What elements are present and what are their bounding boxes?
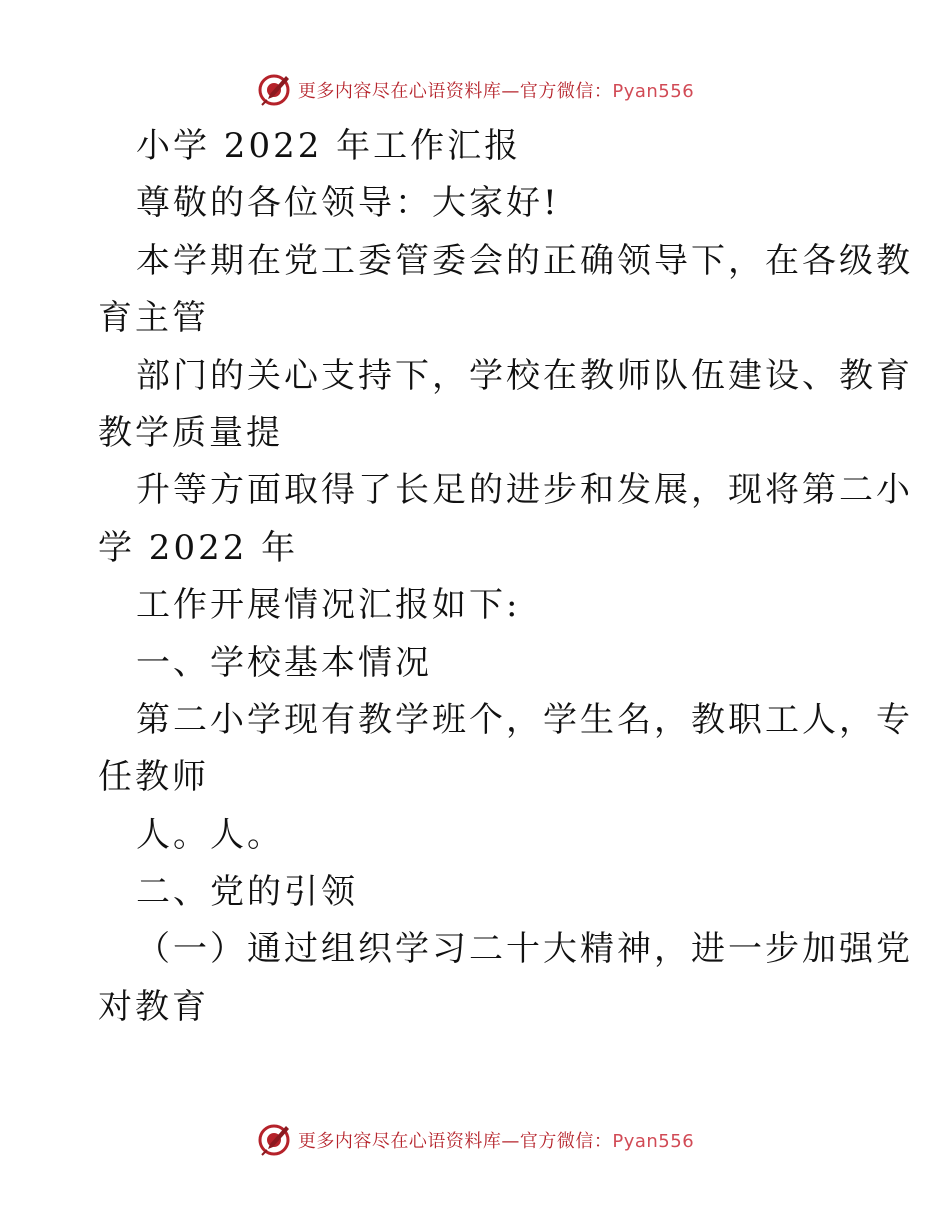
- quill-pen-logo-icon: [256, 72, 292, 108]
- footer-watermark: [0, 1120, 950, 1160]
- watermark-text: 更多内容尽在心语资料库—官方微信：: [297, 1131, 613, 1152]
- document-body: [98, 118, 913, 1036]
- doc-paragraph-line: 本学期在党工委管委会的正确领导下，在各级教: [136, 240, 913, 281]
- header-watermark: [0, 70, 950, 110]
- doc-paragraph-line: 第二小学现有教学班个，学生名，教职工人，专: [136, 699, 913, 740]
- doc-paragraph-line: 任教师: [98, 757, 209, 798]
- watermark-wechat-id: Pyan556: [612, 81, 695, 102]
- quill-pen-logo-icon: [256, 1122, 292, 1158]
- section-heading: 二、党的引领: [136, 872, 358, 913]
- doc-paragraph-line: 育主管: [98, 298, 209, 339]
- watermark-text: 更多内容尽在心语资料库—官方微信：: [297, 81, 613, 102]
- doc-paragraph-line: （一）通过组织学习二十大精神，进一步加强党: [136, 929, 913, 970]
- watermark-wechat-id: Pyan556: [612, 1131, 695, 1152]
- doc-paragraph-line: 工作开展情况汇报如下:: [136, 585, 521, 626]
- doc-paragraph-line: 部门的关心支持下，学校在教师队伍建设、教育: [136, 355, 913, 396]
- doc-greeting: 尊敬的各位领导：大家好!: [136, 183, 560, 224]
- doc-paragraph-line: 教学质量提: [98, 412, 283, 453]
- doc-paragraph-line: 升等方面取得了长足的进步和发展，现将第二小: [136, 470, 913, 511]
- doc-paragraph-line: 学 2022 年: [98, 527, 299, 568]
- section-heading: 一、学校基本情况: [136, 642, 432, 683]
- doc-paragraph-line: 对教育: [98, 986, 209, 1027]
- doc-paragraph-line: 人。人。: [136, 814, 284, 855]
- doc-title: 小学 2022 年工作汇报: [136, 126, 522, 166]
